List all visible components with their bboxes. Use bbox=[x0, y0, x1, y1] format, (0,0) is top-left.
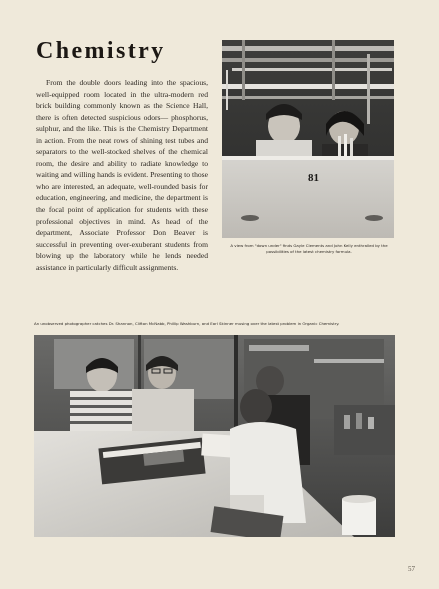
page-number: 57 bbox=[408, 565, 415, 573]
article-body: From the double doors leading into the spacious, well-equipped room located in the ultra-modern red brick building commonly known as the Science Hall, there is often detected suspicious odors— phosphorus, sulphur, and the like. This is the Chemistry Department in action. From the neat rows of shining test tubes and separators to the well-stocked shelves of the chemical room, the desire and ability to radiate knowledge to waiting and willing hands is evident. Presenting to those who are interested, an adequate, well-rounded basis for education, engineering, and medicine, the department is the focal point of application for students with these professional objectives in mind. As head of the department, Associate Professor Don Beaver is successful in preventing over-exuberant students from blowing up the laboratory while he lends needed assistance in particularly difficult assignments. bbox=[36, 78, 208, 272]
photo-chemistry-bench bbox=[222, 40, 394, 238]
photo-organic-chemistry-lab bbox=[34, 335, 395, 537]
photo-chemistry-bench-image bbox=[222, 40, 394, 238]
top-photo-caption: A view from "down under" finds Gayle Clements and John Kelly enthralled by the possibilities of the latest chemistry formula. bbox=[230, 243, 388, 254]
photo-organic-chemistry-lab-image bbox=[34, 335, 395, 537]
bottom-photo-caption: An unobserved photographer catches Dr. Shannon, Clifton McNabb, Phillip Washburn, and Earl Skinner musing over the latest problem in Organic Chemistry. bbox=[34, 321, 340, 326]
bench-number: 81 bbox=[308, 172, 319, 184]
page-title: Chemistry bbox=[36, 38, 166, 64]
